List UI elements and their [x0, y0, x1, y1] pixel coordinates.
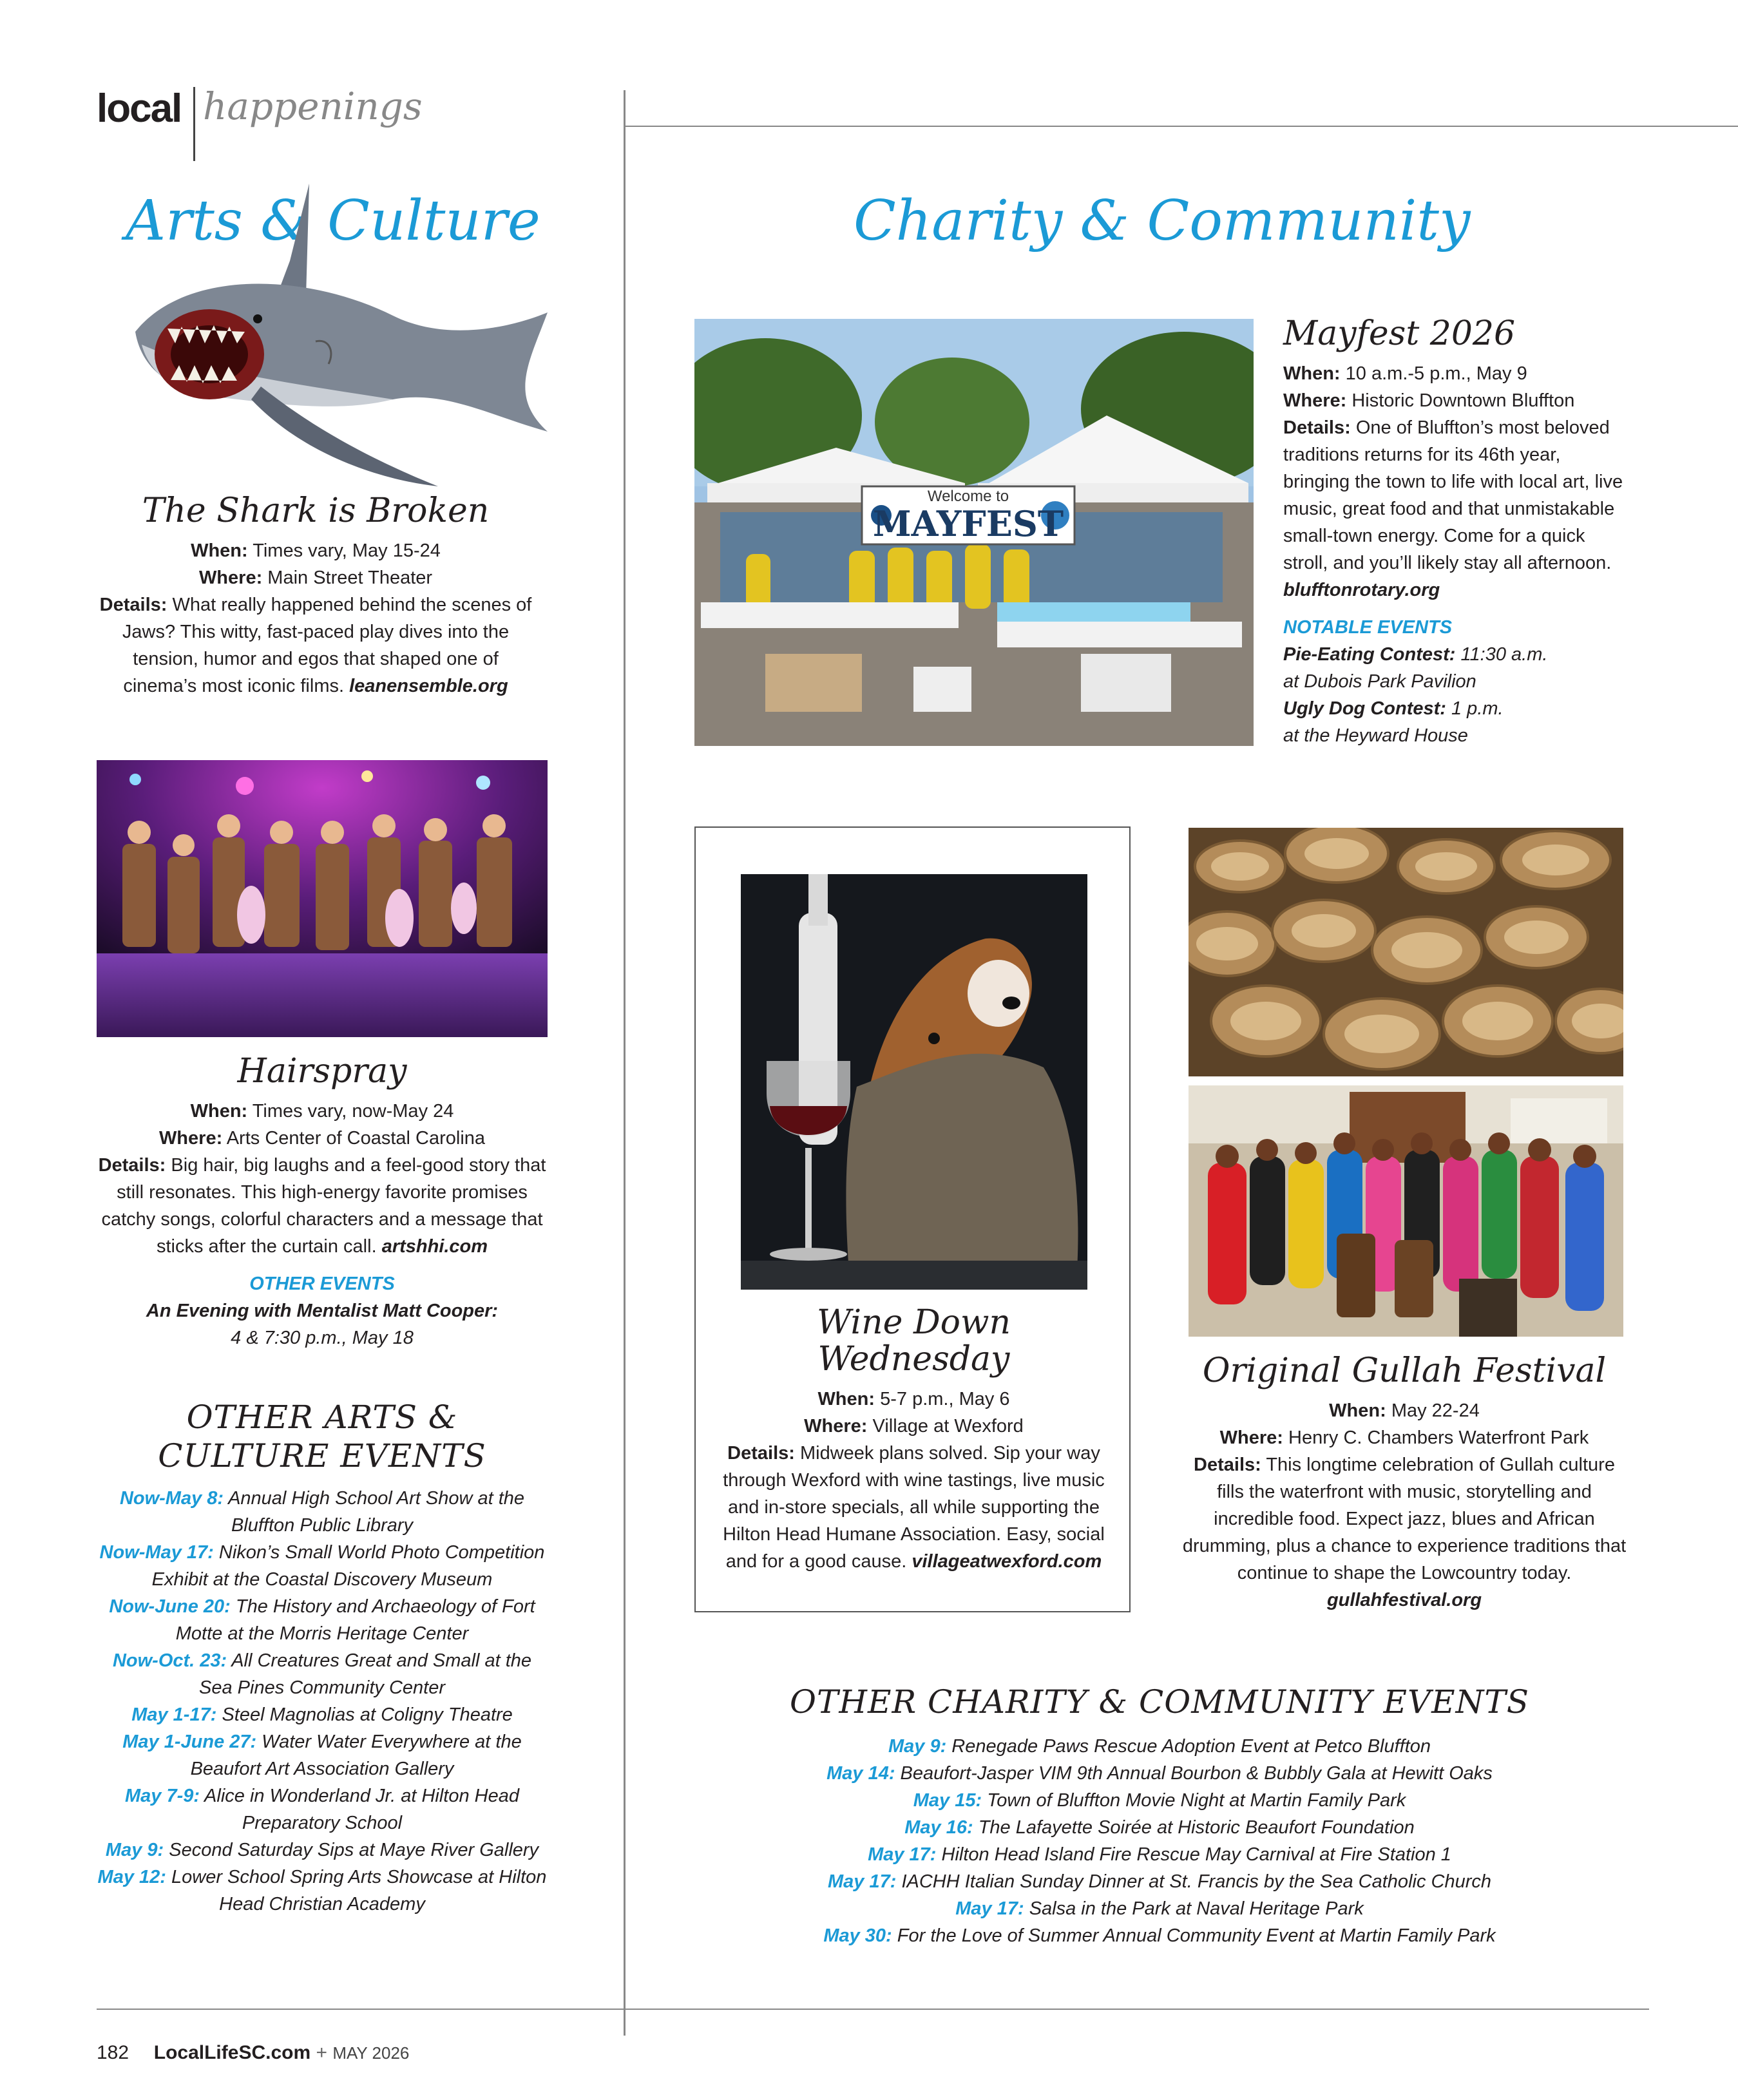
charity-community-title: Charity & Community: [854, 189, 1471, 253]
details-label: Details:: [727, 1443, 795, 1464]
list-item: Now-May 8: Annual High School Art Show at the Bluffton Public Library: [119, 1488, 525, 1536]
shark-where: Main Street Theater: [267, 568, 433, 589]
mayfest-event: [1283, 316, 1631, 749]
details-label: Details:: [1194, 1455, 1261, 1476]
details-label: Details:: [99, 595, 167, 616]
wine-details: Midweek plans solved. Sip your way through Wexford with wine tastings, live music and in-store specials, all while supporting the Hilton Head Humane Association. Easy, social and for a good cause.: [723, 1443, 1105, 1572]
other-arts-heading-line2: CULTURE EVENTS: [158, 1437, 486, 1475]
notable-1-name: Pie-Eating Contest:: [1283, 644, 1456, 665]
other-charity-list: [664, 1733, 1656, 1949]
where-label: Where:: [158, 1128, 223, 1149]
wine-box: [694, 826, 1131, 1612]
notable-2-name: Ugly Dog Contest:: [1283, 698, 1446, 720]
list-item: Now-May 17: Nikon’s Small World Photo Competition Exhibit at the Coastal Discovery Museum: [99, 1542, 545, 1590]
list-item: May 12: Lower School Spring Arts Showcase at Hilton Head Christian Academy: [97, 1867, 547, 1914]
when-label: When:: [1283, 363, 1341, 385]
notable-events-label: NOTABLE EVENTS: [1283, 617, 1453, 638]
shark-details: What really happened behind the scenes of Jaws? This witty, fast-paced play dives into the tension, humor and egos that shaped one of cinema’s most iconic films.: [122, 595, 532, 697]
wine-event-title: Wine Down Wednesday: [817, 1303, 1011, 1379]
gullah-url[interactable]: gullahfestival.org: [1326, 1590, 1482, 1611]
list-item: May 1-June 27: Water Water Everywhere at the Beaufort Art Association Gallery: [122, 1732, 522, 1779]
shark-event-title: The Shark is Broken: [142, 492, 490, 530]
where-label: Where:: [198, 568, 263, 589]
notable-2-place: at the Heyward House: [1283, 725, 1468, 747]
gullah-group-photo: [1189, 1085, 1623, 1337]
where-label: Where:: [1219, 1427, 1283, 1449]
when-label: When:: [1329, 1400, 1386, 1422]
gullah-where: Henry C. Chambers Waterfront Park: [1288, 1427, 1589, 1449]
list-item: Now-June 20: The History and Archaeology of Fort Motte at the Morris Heritage Center: [109, 1596, 535, 1644]
wine-when: 5-7 p.m., May 6: [880, 1389, 1010, 1410]
baskets-photo: [1189, 828, 1623, 1076]
mayfest-when: 10 a.m.-5 p.m., May 9: [1345, 363, 1527, 385]
notable-1-time: 11:30 a.m.: [1460, 644, 1548, 665]
footer-rule: [97, 2009, 1649, 2010]
hairspray-when: Times vary, now-May 24: [252, 1101, 454, 1122]
other-arts-list: [97, 1485, 548, 1918]
shark-image: [97, 177, 560, 496]
list-item: May 15: Town of Bluffton Movie Night at Martin Family Park: [913, 1790, 1406, 1811]
gullah-event: [1179, 1353, 1630, 1614]
mayfest-photo: [694, 319, 1254, 746]
list-item: May 9: Second Saturday Sips at Maye River Gallery: [105, 1840, 539, 1860]
wine-event-info: [721, 1386, 1106, 1575]
other-charity-heading: OTHER CHARITY & COMMUNITY EVENTS: [790, 1683, 1529, 1721]
hairspray-event-info: [97, 1098, 548, 1351]
footer-issue: MAY 2026: [332, 2043, 410, 2063]
banner-mayfest: MAYFEST: [872, 503, 1064, 544]
notable-1-place: at Dubois Park Pavilion: [1283, 671, 1476, 692]
list-item: May 30: For the Love of Summer Annual Community Event at Martin Family Park: [823, 1925, 1496, 1946]
other-arts-heading-line1: OTHER ARTS &: [186, 1398, 458, 1436]
gullah-when: May 22-24: [1391, 1400, 1480, 1422]
section-label: happenings: [203, 84, 423, 128]
header-rule: [625, 126, 1738, 127]
header: [97, 81, 1649, 158]
list-item: May 17: IACHH Italian Sunday Dinner at St. Francis by the Sea Catholic Church: [828, 1871, 1491, 1892]
wine-event: [721, 1304, 1106, 1575]
wine-where: Village at Wexford: [872, 1416, 1024, 1437]
page-number: 182: [97, 2042, 129, 2063]
footer-separator: +: [316, 2042, 328, 2063]
notable-2-time: 1 p.m.: [1451, 698, 1504, 720]
details-label: Details:: [1283, 417, 1351, 439]
shark-event-info: [97, 537, 535, 700]
wine-photo: [741, 874, 1087, 1290]
other-event-name: An Evening with Mentalist Matt Cooper:: [146, 1301, 499, 1322]
other-events-label: OTHER EVENTS: [249, 1274, 395, 1295]
details-label: Details:: [98, 1155, 166, 1176]
other-arts-heading: [97, 1398, 548, 1475]
where-label: Where:: [804, 1416, 868, 1437]
shark-event: [97, 493, 535, 700]
mayfest-url[interactable]: blufftonrotary.org: [1283, 580, 1440, 601]
when-label: When:: [191, 540, 248, 562]
gullah-event-title: Original Gullah Festival: [1202, 1351, 1607, 1390]
footer: [97, 2042, 409, 2064]
hairspray-details: Big hair, big laughs and a feel-good story that still resonates. This high-energy favorite promises catchy songs, colorful characters and a message that sticks after the curtain call.: [101, 1155, 546, 1257]
list-item: May 9: Renegade Paws Rescue Adoption Event at Petco Bluffton: [888, 1736, 1431, 1757]
mayfest-event-title: Mayfest 2026: [1283, 314, 1516, 353]
when-label: When:: [190, 1101, 248, 1122]
column-divider: [624, 90, 625, 2036]
shark-url[interactable]: leanensemble.org: [349, 676, 508, 697]
banner-welcome: Welcome to: [927, 488, 1009, 505]
list-item: May 7-9: Alice in Wonderland Jr. at Hilton Head Preparatory School: [125, 1786, 519, 1833]
hairspray-url[interactable]: artshhi.com: [381, 1236, 488, 1257]
when-label: When:: [817, 1389, 875, 1410]
list-item: May 16: The Lafayette Soirée at Historic Beaufort Foundation: [904, 1817, 1415, 1838]
list-item: Now-Oct. 23: All Creatures Great and Small at the Sea Pines Community Center: [112, 1650, 532, 1698]
arts-culture-title: Arts & Culture: [126, 189, 540, 253]
gullah-details: This longtime celebration of Gullah culture fills the waterfront with music, storytelling and incredible food. Expect jazz, blues and African drumming, plus a chance to experience traditions that continue to shape the Lowcountry today.: [1182, 1455, 1627, 1584]
mayfest-where: Historic Downtown Bluffton: [1351, 390, 1575, 412]
gullah-event-info: [1179, 1397, 1630, 1614]
list-item: May 17: Salsa in the Park at Naval Heritage Park: [955, 1898, 1364, 1919]
header-divider: [193, 87, 195, 161]
hairspray-photo: [97, 760, 548, 1037]
list-item: May 17: Hilton Head Island Fire Rescue May Carnival at Fire Station 1: [868, 1844, 1451, 1865]
where-label: Where:: [1283, 390, 1347, 412]
hairspray-where: Arts Center of Coastal Carolina: [226, 1128, 486, 1149]
hairspray-event-title: Hairspray: [237, 1052, 407, 1091]
wine-url[interactable]: villageatwexford.com: [912, 1551, 1102, 1572]
mayfest-event-info: [1283, 360, 1631, 749]
list-item: May 1-17: Steel Magnolias at Coligny Theatre: [131, 1704, 513, 1725]
list-item: May 14: Beaufort-Jasper VIM 9th Annual Bourbon & Bubbly Gala at Hewitt Oaks: [826, 1763, 1493, 1784]
other-event-time: 4 & 7:30 p.m., May 18: [231, 1328, 414, 1349]
mayfest-details: One of Bluffton’s most beloved traditions returns for its 46th year, bringing the town to life with local art, live music, great food and that unmistakable small-town energy. Come for a quick stroll, and you’ll likely stay all afternoon.: [1283, 417, 1623, 574]
hairspray-event: [97, 1053, 548, 1351]
footer-site[interactable]: LocalLifeSC.com: [153, 2042, 311, 2063]
brand-logo: local: [97, 86, 182, 131]
shark-when: Times vary, May 15-24: [253, 540, 441, 562]
